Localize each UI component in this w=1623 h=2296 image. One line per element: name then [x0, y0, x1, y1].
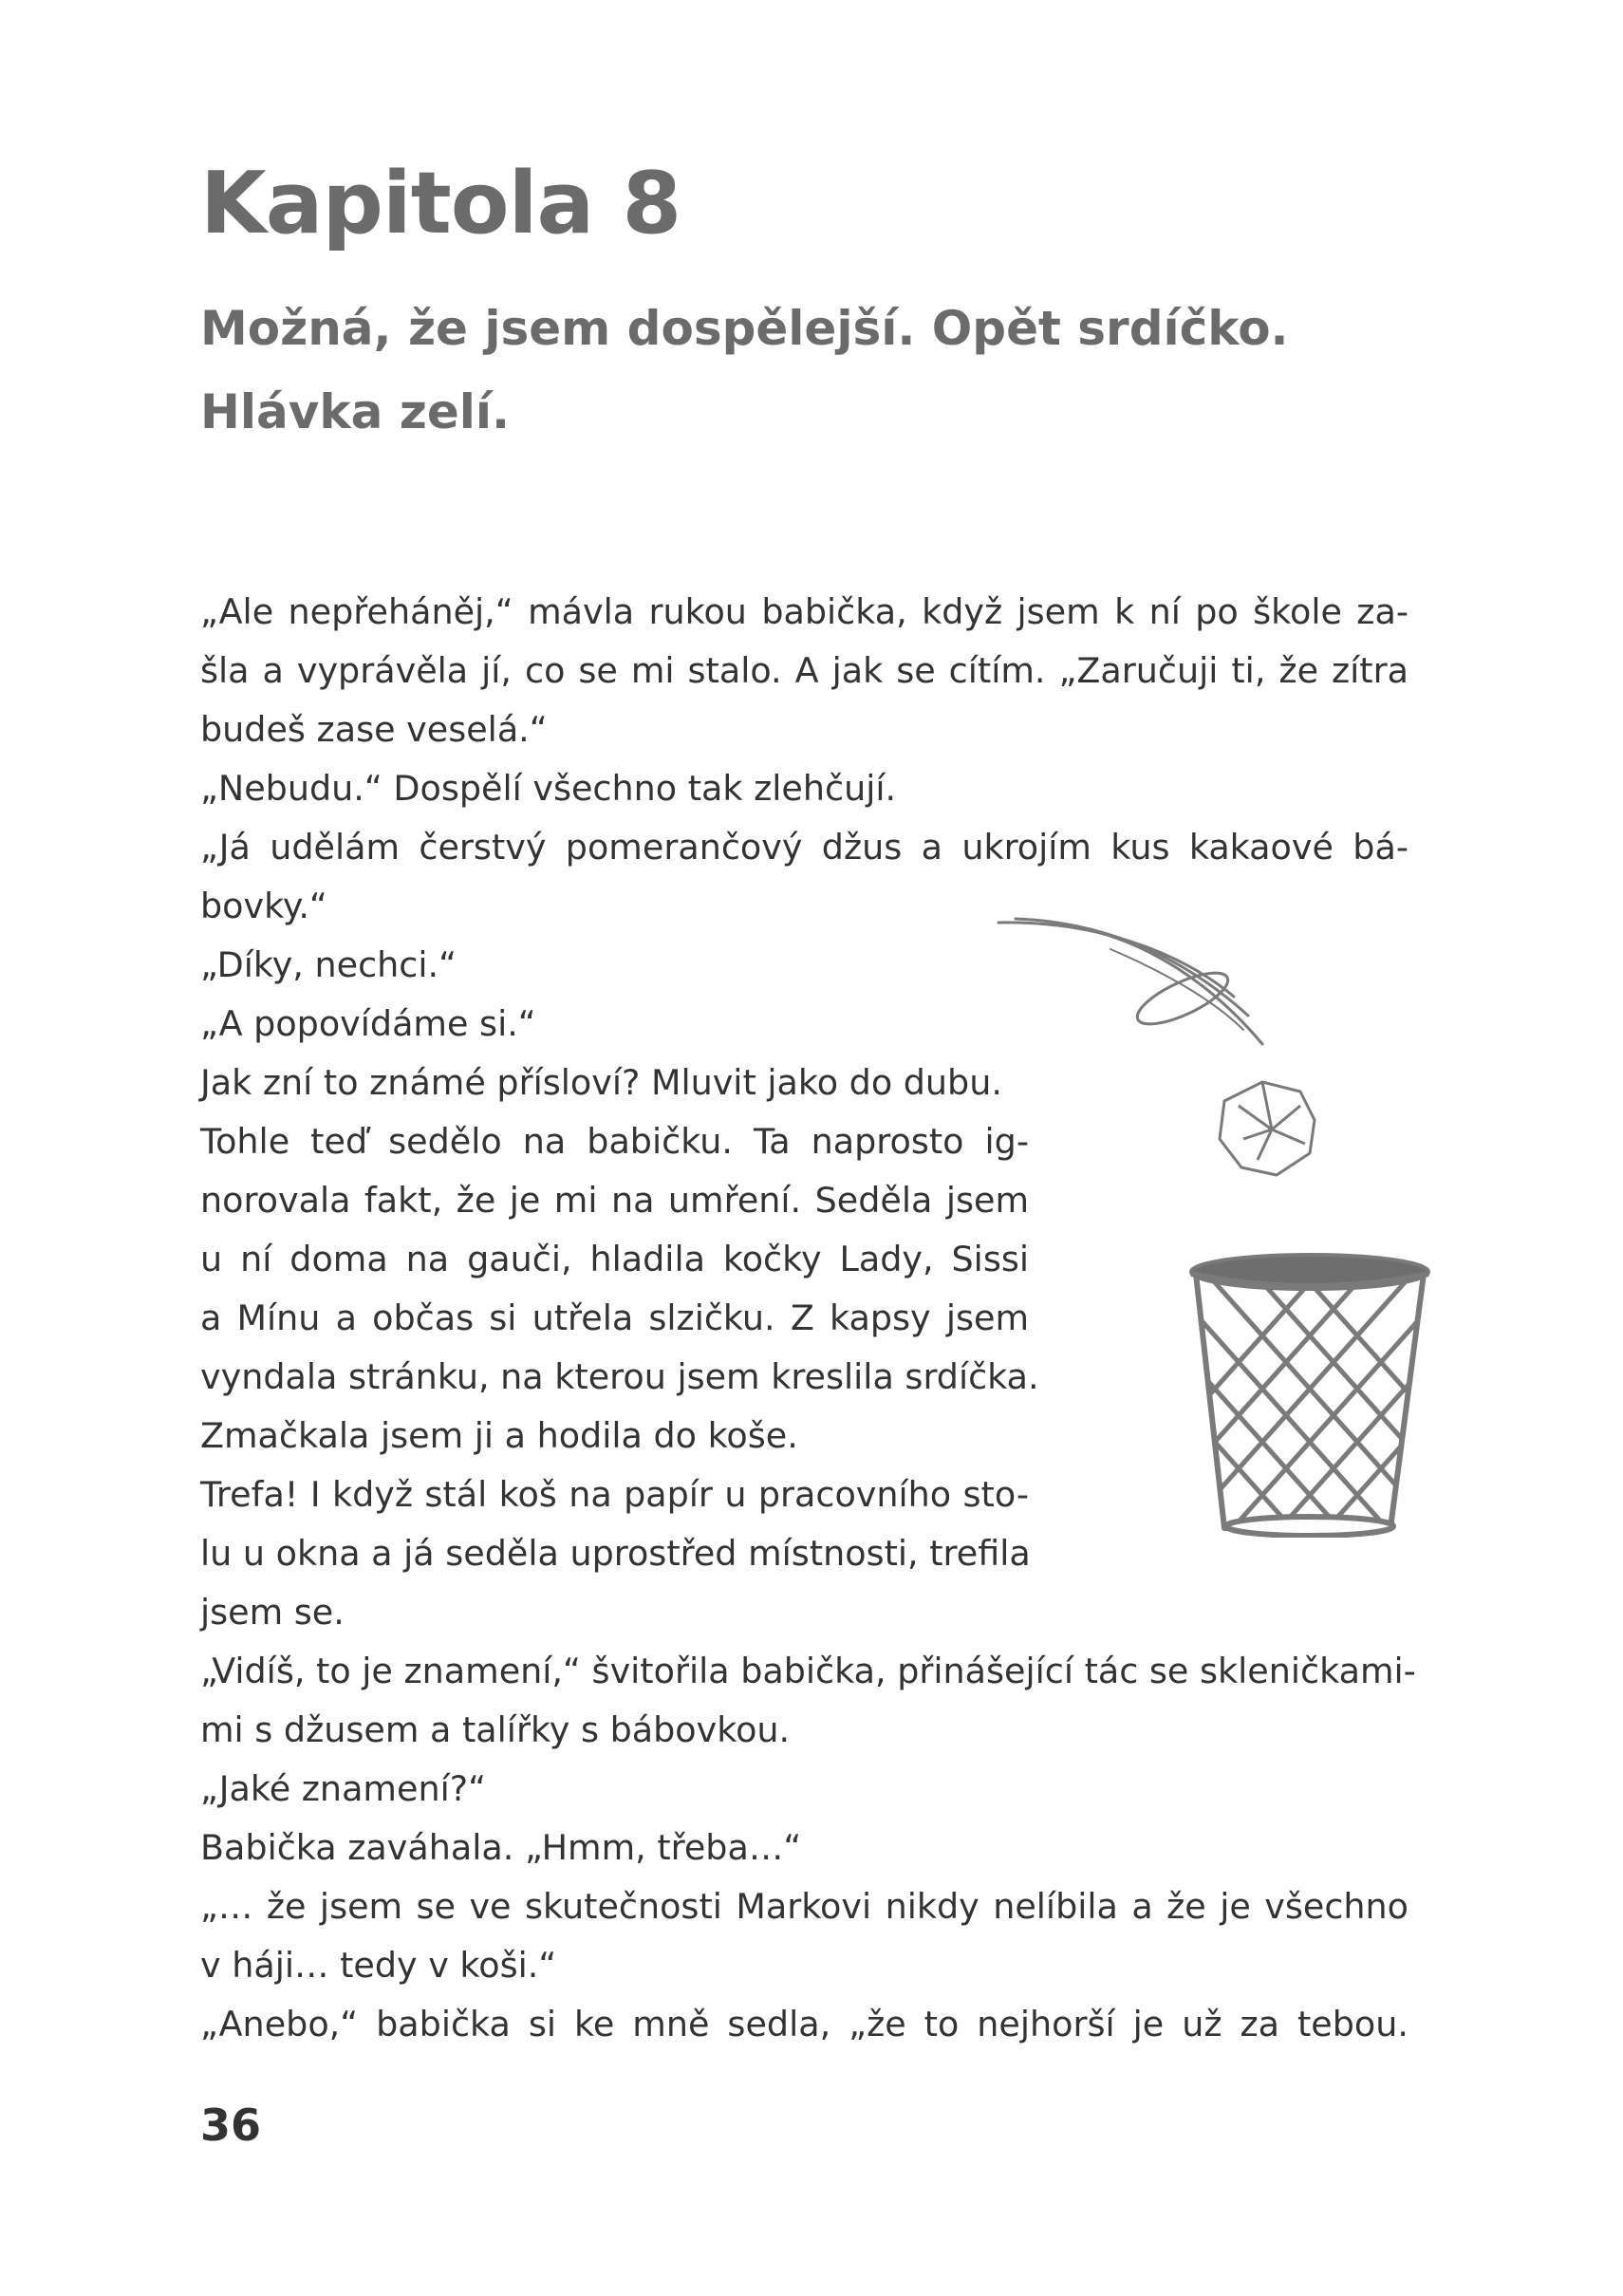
text-line: Tohle teď sedělo na babičku. Ta naprosto ig- — [200, 1121, 1029, 1162]
text-line: lu u okna a já seděla uprostřed místnosti, trefila — [200, 1533, 1031, 1574]
text-line: „Ale nepřeháněj,“ mávla rukou babička, když jsem k ní po škole za- — [200, 591, 1408, 632]
wastebasket-illustration — [987, 911, 1443, 1538]
text-line: „Nebudu.“ Dospělí všechno tak zlehčují. — [200, 768, 897, 809]
text-line: Zmačkala jsem ji a hodila do koše. — [200, 1415, 798, 1456]
text-line: norovala fakt, že je mi na umření. Seděla jsem — [200, 1180, 1029, 1221]
text-line: budeš zase veselá.“ — [200, 709, 548, 750]
text-line: jsem se. — [200, 1592, 345, 1633]
text-line: „Díky, nechci.“ — [200, 944, 457, 985]
chapter-subtitle-line-2: Hlávka zelí. — [200, 384, 511, 439]
text-line: a Mínu a občas si utřela slzičku. Z kapsy jsem — [200, 1297, 1029, 1338]
page-number: 36 — [200, 2100, 262, 2151]
motion-trail-icon — [998, 919, 1262, 1044]
text-line: „Vidíš, to je znamení,“ švitořila babička, přinášející tác se skleničkami- — [200, 1651, 1416, 1691]
text-line: mi s džusem a talířky s bábovkou. — [200, 1709, 791, 1750]
text-line: Babička zaváhala. „Hmm, třeba…“ — [200, 1827, 802, 1868]
chapter-title: Kapitola 8 — [200, 154, 681, 253]
text-line: Trefa! I když stál koš na papír u pracovního sto- — [200, 1474, 1029, 1515]
text-line: bovky.“ — [200, 886, 327, 926]
text-line: Jak zní to známé přísloví? Mluvit jako do dubu. — [200, 1062, 1002, 1103]
text-line: vyndala stránku, na kterou jsem kreslila srdíčka. — [200, 1356, 1039, 1397]
text-line: u ní doma na gauči, hladila kočky Lady, Sissi — [200, 1239, 1029, 1279]
chapter-subtitle — [200, 287, 1434, 454]
text-line: šla a vyprávěla jí, co se mi stalo. A jak se cítím. „Zaručuji ti, že zítra — [200, 650, 1408, 691]
text-line: „Jaké znamení?“ — [200, 1768, 487, 1809]
crumpled-paper-icon — [1220, 1082, 1315, 1175]
text-line: „Anebo,“ babička si ke mně sedla, „že to nejhorší je už za tebou. — [200, 2004, 1408, 2044]
text-line: „Já udělám čerstvý pomerančový džus a ukrojím kus kakaové bá- — [200, 827, 1408, 868]
text-line: „A popovídáme si.“ — [200, 1003, 536, 1044]
text-line: v háji… tedy v koši.“ — [200, 1945, 557, 1986]
trash-bin-icon — [1063, 1255, 1443, 1538]
chapter-subtitle-line-1: Možná, že jsem dospělejší. Opět srdíčko. — [200, 301, 1289, 356]
text-line: „… že jsem se ve skutečnosti Markovi nikdy nelíbila a že je všechno — [200, 1886, 1408, 1927]
